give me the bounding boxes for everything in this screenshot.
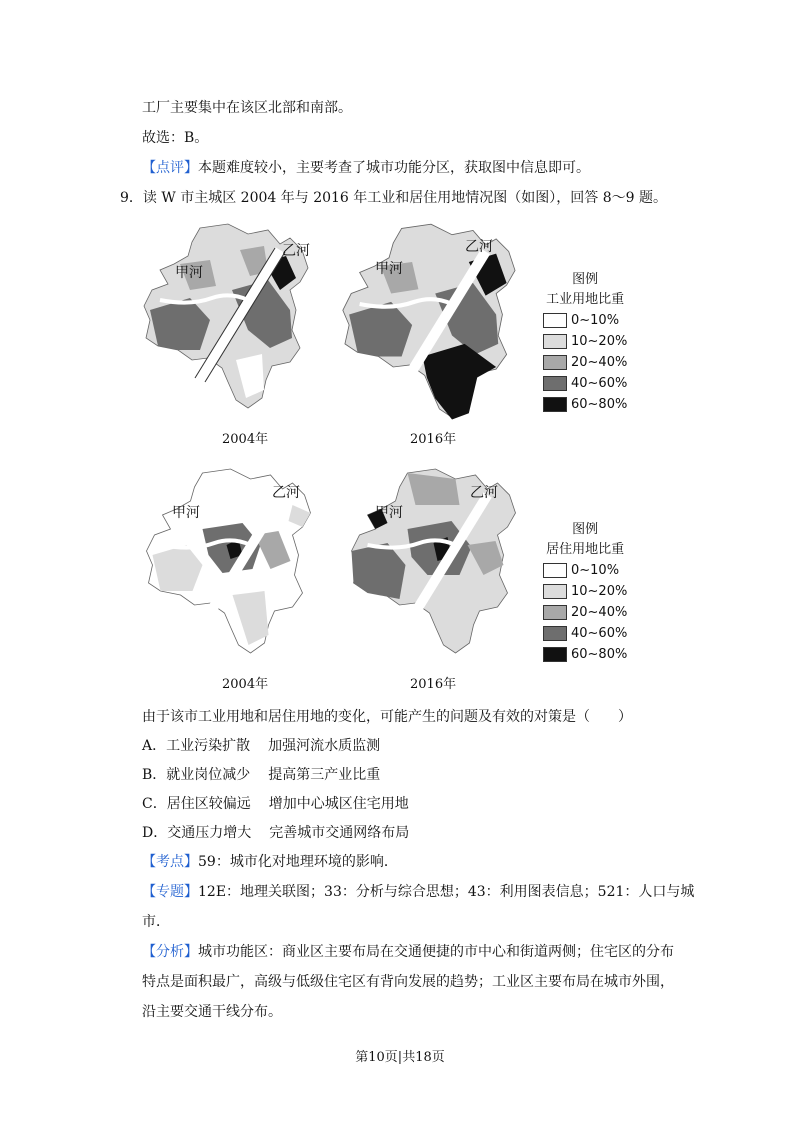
legend-item-label: 0~10% [571, 563, 620, 578]
fenxi-line-3: 沿主要交通干线分布。 [142, 1004, 282, 1020]
option-problem: 交通压力增大 [167, 825, 252, 841]
option-measure: 提高第三产业比重 [268, 767, 381, 783]
legend-item [543, 310, 627, 331]
fenxi-line-2: 特点是面积最广，高级与低级住宅区有背向发展的趋势；工业区主要布局在城市外围， [142, 974, 674, 990]
legend-swatch [543, 563, 567, 578]
legend-item-label: 0~10% [571, 313, 620, 328]
legend-swatch [543, 397, 567, 412]
legend-item [543, 394, 627, 415]
zhuanti-tag: 【专题】 [142, 884, 198, 900]
legend-item-label: 20~40% [571, 355, 628, 370]
residential-map-2016 [345, 465, 525, 669]
answer-line: 故选：B。 [142, 130, 209, 146]
river-a-label: 甲河 [375, 505, 403, 521]
legend-item-label: 60~80% [571, 647, 628, 662]
option-measure: 增加中心城区住宅用地 [268, 796, 409, 812]
text-line: 工厂主要集中在该区北部和南部。 [142, 100, 352, 116]
question-text: 读 W 市主城区 2004 年与 2016 年工业和居住用地情况图（如图），回答 8～9 题。 [142, 190, 667, 206]
legend-subtitle: 居住用地比重 [546, 542, 625, 557]
legend-title: 图例 [572, 522, 599, 537]
legend-subtitle: 工业用地比重 [546, 292, 625, 307]
legend-item-label: 60~80% [571, 397, 628, 412]
option-measure: 加强河流水质监测 [268, 738, 381, 754]
question-header [120, 188, 667, 208]
review-text: 本题难度较小，主要考查了城市功能分区，获取图中信息即可。 [198, 160, 590, 176]
river-b-label: 乙河 [282, 243, 310, 259]
year-label: 2016年 [410, 432, 457, 447]
legend-item [543, 373, 627, 394]
kaodian-line [142, 852, 398, 872]
river-a-label: 甲河 [175, 265, 203, 281]
page-footer: 第10页|共18页 [355, 1050, 445, 1065]
year-label: 2016年 [410, 677, 457, 692]
review-line [142, 158, 590, 178]
legend-title: 图例 [572, 272, 599, 287]
residential-legend [543, 520, 627, 665]
legend-swatch [543, 626, 567, 641]
zhuanti-line [142, 882, 694, 902]
fenxi-line [142, 942, 674, 962]
year-label: 2004年 [222, 677, 269, 692]
option-letter: A． [142, 738, 167, 754]
legend-swatch [543, 584, 567, 599]
legend-swatch [543, 605, 567, 620]
option-problem: 居住区较偏远 [166, 796, 251, 812]
zhuanti-line-2: 市． [142, 914, 170, 930]
legend-item [543, 352, 627, 373]
legend-item [543, 331, 627, 352]
industrial-map-2016 [338, 220, 523, 434]
legend-item-label: 10~20% [571, 584, 628, 599]
kaodian-text: 59：城市化对地理环境的影响． [198, 854, 398, 870]
legend-item-label: 10~20% [571, 334, 628, 349]
legend-item [543, 602, 627, 623]
option-measure: 完善城市交通网络布局 [269, 825, 410, 841]
river-a-label: 甲河 [172, 505, 200, 521]
option-b[interactable] [142, 765, 380, 785]
option-c[interactable] [142, 794, 409, 814]
legend-item [543, 560, 627, 581]
question-stem: 由于该市工业用地和居住用地的变化，可能产生的问题及有效的对策是（ ） [142, 709, 632, 725]
river-a-label: 甲河 [375, 261, 403, 277]
option-problem: 工业污染扩散 [166, 738, 251, 754]
industrial-legend [543, 270, 627, 415]
option-letter: B． [142, 767, 167, 783]
legend-item-label: 40~60% [571, 626, 628, 641]
kaodian-tag: 【考点】 [142, 854, 198, 870]
option-a[interactable] [142, 736, 380, 756]
review-tag: 【点评】 [142, 160, 198, 176]
legend-swatch [543, 355, 567, 370]
legend-item [543, 581, 627, 602]
legend-swatch [543, 376, 567, 391]
river-b-label: 乙河 [465, 239, 493, 255]
legend-item [543, 623, 627, 644]
question-number: 9． [120, 190, 143, 206]
river-b-label: 乙河 [470, 485, 498, 501]
option-d[interactable] [142, 823, 409, 843]
fenxi-tag: 【分析】 [142, 944, 198, 960]
option-problem: 就业岗位减少 [166, 767, 251, 783]
fenxi-text: 城市功能区：商业区主要布局在交通便捷的市中心和街道两侧；住宅区的分布 [198, 944, 674, 960]
option-letter: D． [142, 825, 168, 841]
legend-item-label: 40~60% [571, 376, 628, 391]
legend-swatch [543, 334, 567, 349]
legend-item [543, 644, 627, 665]
legend-item-label: 20~40% [571, 605, 628, 620]
legend-swatch [543, 313, 567, 328]
zhuanti-text: 12E：地理关联图；33：分析与综合思想；43：利用图表信息；521：人口与城 [198, 884, 695, 900]
legend-swatch [543, 647, 567, 662]
year-label: 2004年 [222, 432, 269, 447]
option-letter: C． [142, 796, 167, 812]
river-b-label: 乙河 [272, 485, 300, 501]
